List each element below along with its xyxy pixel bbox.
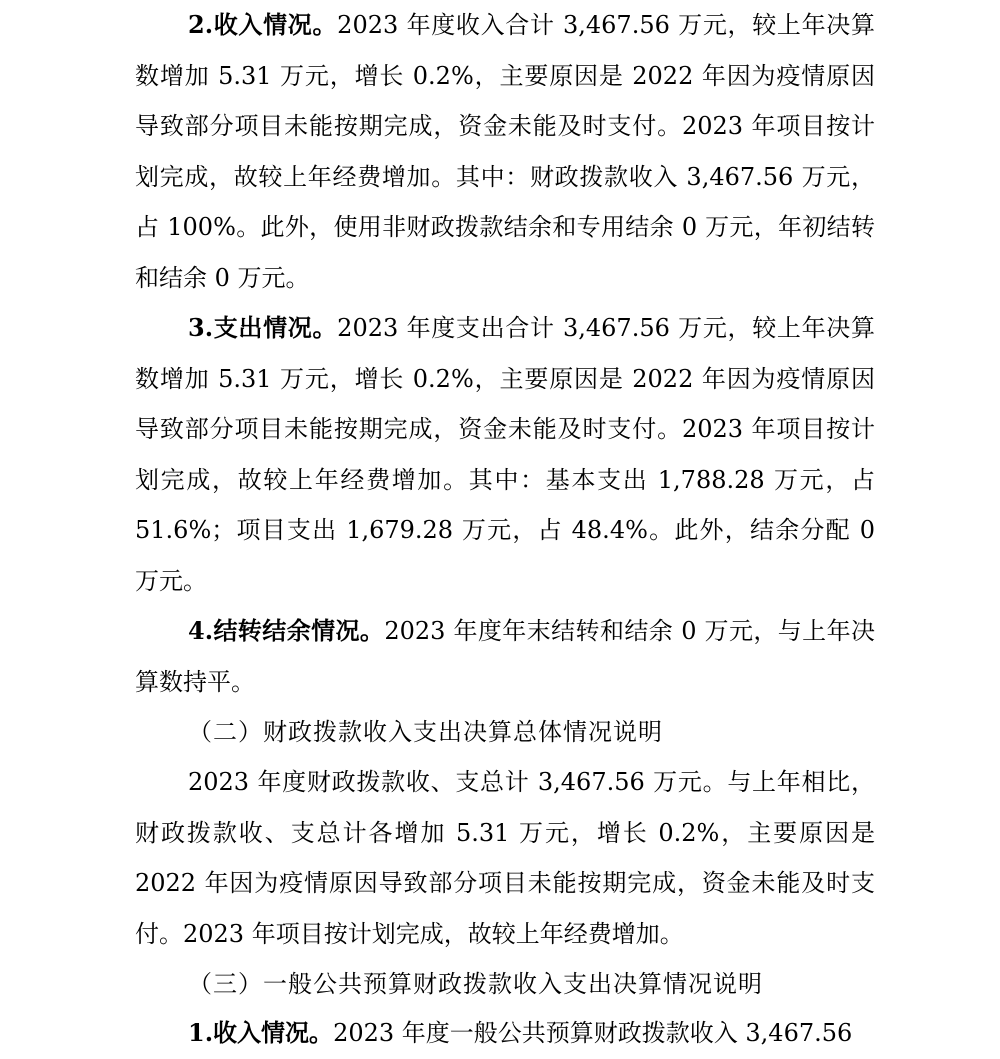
- section3-income-body: 2023 年度一般公共预算财政拨款收入 3,467.56: [333, 1019, 853, 1047]
- carryover-lead: 4.结转结余情况。: [188, 616, 385, 645]
- expenditure-paragraph: [135, 303, 875, 606]
- expenditure-lead: 3.支出情况。: [188, 313, 338, 342]
- income-lead: 2.收入情况。: [188, 10, 338, 39]
- section3-heading: （三）一般公共预算财政拨款收入支出决算情况说明: [188, 970, 763, 998]
- section2-heading: （二）财政拨款收入支出决算总体情况说明: [188, 718, 663, 746]
- carryover-body: 2023 年度年末结转和结余 0 万元，与上年决算数持平。: [135, 617, 876, 696]
- section2-paragraph: [135, 757, 875, 959]
- income-body: 2023 年度收入合计 3,467.56 万元，较上年决算数增加 5.31 万元，增长 0.2%，主要原因是 2022 年因为疫情原因导致部分项目未能按期完成，资金未能及时支付。2023 年项目按计划完成，故较上年经费增加。其中：财政拨款收入 3,467.56 万元，占 100%。此外，使用非财政拨款结余和专用结余 0 万元，年初结转和结余 0 万元。: [135, 11, 875, 292]
- expenditure-body: 2023 年度支出合计 3,467.56 万元，较上年决算数增加 5.31 万元，增长 0.2%，主要原因是 2022 年因为疫情原因导致部分项目未能按期完成，资金未能及时支付。2023 年项目按计划完成，故较上年经费增加。其中：基本支出 1,788.28 万元，占 51.6%；项目支出 1,679.28 万元，占 48.4%。此外，结余分配 0 万元。: [135, 314, 875, 595]
- section3-income-paragraph: [135, 1008, 875, 1059]
- section3-income-lead: 1.收入情况。: [188, 1018, 334, 1047]
- carryover-paragraph: [135, 606, 875, 707]
- section2-body: 2023 年度财政拨款收、支总计 3,467.56 万元。与上年相比，财政拨款收、支总计各增加 5.31 万元，增长 0.2%，主要原因是 2022 年因为疫情原因导致部分项目未能按期完成，资金未能及时支付。2023 年项目按计划完成，故较上年经费增加。: [135, 768, 875, 948]
- income-paragraph: [135, 0, 875, 303]
